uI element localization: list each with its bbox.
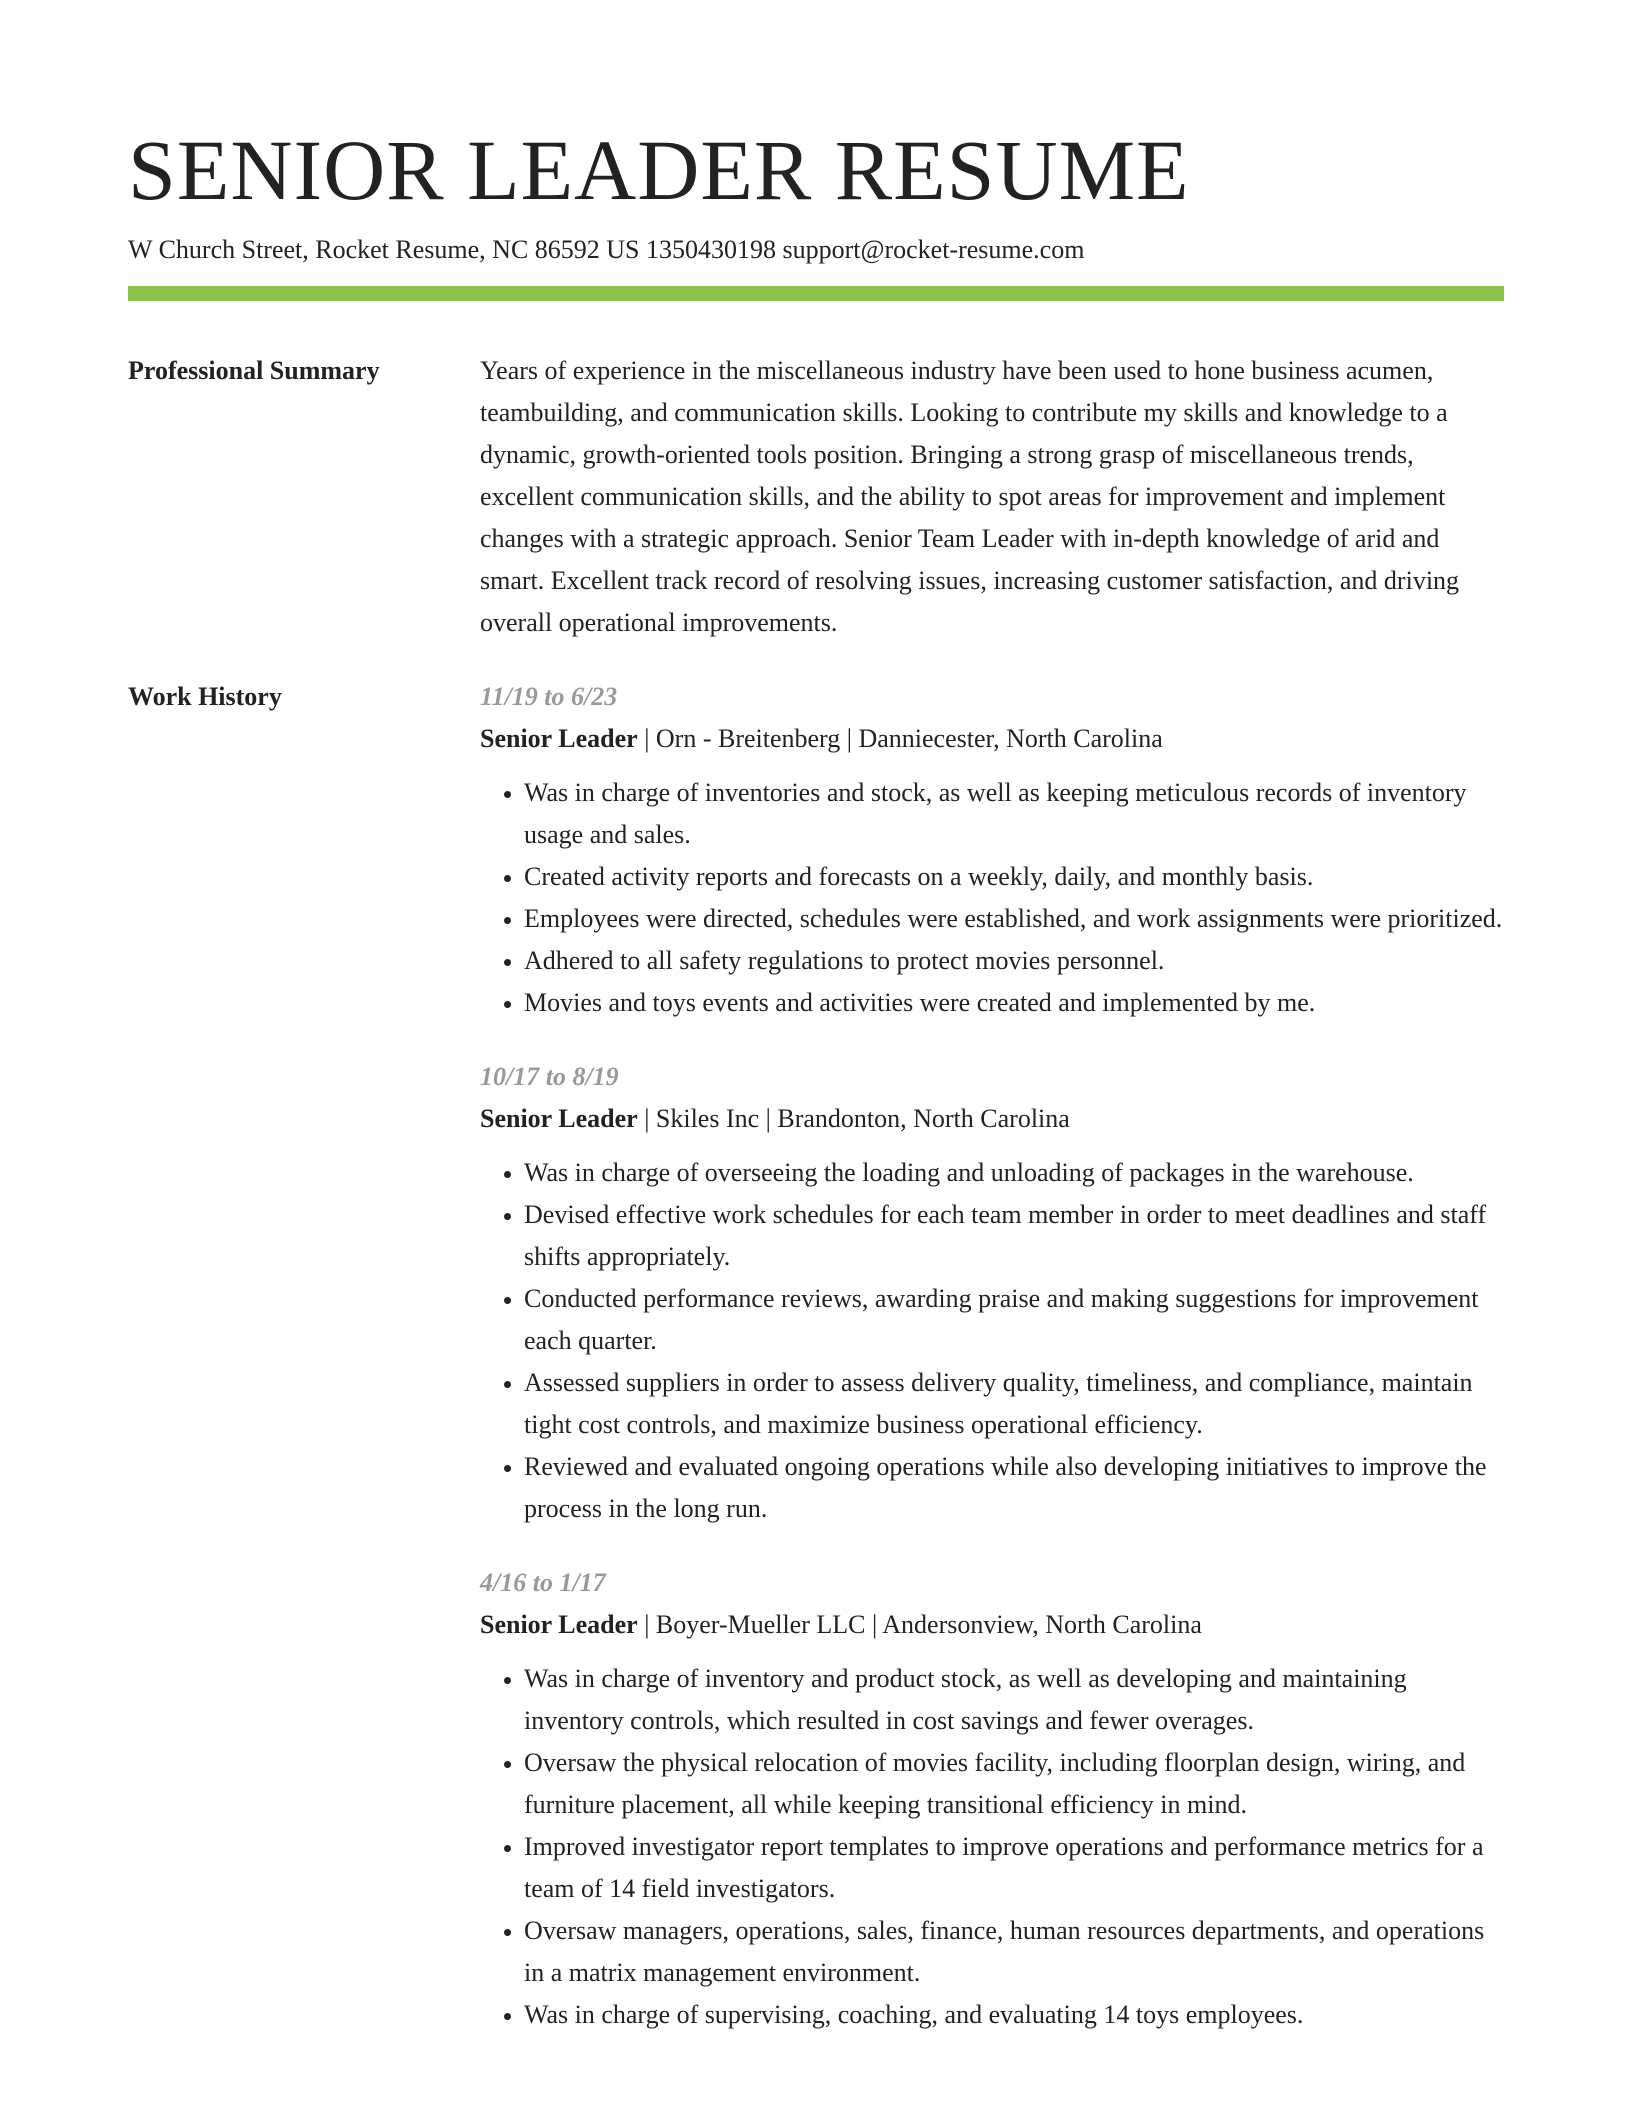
job-title: Senior Leader (480, 1104, 638, 1133)
job-duty-item: • Reviewed and evaluated ongoing operations while also developing initiatives to improve the process in the long run. (524, 1446, 1504, 1530)
summary-text: Years of experience in the miscellaneous industry have been used to hone business acumen, teambuilding, and communication skills. Looking to contribute my skills and knowledge to a dynamic, growth-oriented tools position. Bringing a strong grasp of miscellaneous trends, excellent communication skills, and the ability to spot areas for improvement and implement changes with a strategic approach. Senior Team Leader with in-depth knowledge of arid and smart. Excellent track record of resolving issues, increasing customer satisfaction, and driving overall operational improvements. (480, 356, 1460, 637)
job-duty-item: • Assessed suppliers in order to assess delivery quality, timeliness, and compliance, maintain tight cost controls, and maximize business operational efficiency. (524, 1362, 1504, 1446)
job-duty-item: • Oversaw managers, operations, sales, finance, human resources departments, and operations in a matrix management environment. (524, 1910, 1504, 1994)
job-duty-item: • Oversaw the physical relocation of movies facility, including floorplan design, wiring, and furniture placement, all while keeping transitional efficiency in mind. (524, 1742, 1504, 1826)
job-title: Senior Leader (480, 724, 638, 753)
job-duty-item: • Conducted performance reviews, awarding praise and making suggestions for improvement each quarter. (524, 1278, 1504, 1362)
job-duty-item: • Created activity reports and forecasts on a weekly, daily, and monthly basis. (524, 856, 1504, 898)
job-employer-location: | Skiles Inc | Brandonton, North Carolina (637, 1104, 1070, 1133)
job-duty-item: • Movies and toys events and activities were created and implemented by me. (524, 982, 1504, 1024)
contact-info: W Church Street, Rocket Resume, NC 86592 US 1350430198 support@rocket-resume.com (128, 235, 1085, 264)
job-entry (480, 1562, 1504, 2036)
job-employer-location: | Boyer-Mueller LLC | Andersonview, North Carolina (637, 1610, 1202, 1639)
job-dates: 11/19 to 6/23 (480, 682, 618, 711)
job-entry (480, 676, 1504, 1024)
job-duty-item: • Was in charge of supervising, coaching, and evaluating 14 toys employees. (524, 1994, 1504, 2036)
job-duty-item: • Improved investigator report templates to improve operations and performance metrics for a team of 14 field investigators. (524, 1826, 1504, 1910)
job-duty-item: • Was in charge of inventories and stock, as well as keeping meticulous records of inventory usage and sales. (524, 772, 1504, 856)
section-label-professional-summary: Professional Summary (128, 356, 380, 385)
resume-title: SENIOR LEADER RESUME (128, 122, 1190, 218)
job-duty-item: • Employees were directed, schedules were established, and work assignments were prioritized. (524, 898, 1504, 940)
job-duty-item: • Adhered to all safety regulations to protect movies personnel. (524, 940, 1504, 982)
work-history-list (480, 676, 1504, 2068)
job-entry (480, 1056, 1504, 1530)
job-dates: 4/16 to 1/17 (480, 1568, 606, 1597)
job-duties-list (480, 772, 1504, 1024)
job-duties-list (480, 1658, 1504, 2036)
job-heading (480, 718, 1504, 760)
job-employer-location: | Orn - Breitenberg | Danniecester, North Carolina (637, 724, 1163, 753)
job-duty-item: • Was in charge of inventory and product stock, as well as developing and maintaining inventory controls, which resulted in cost savings and fewer overages. (524, 1658, 1504, 1742)
job-duty-item: • Devised effective work schedules for each team member in order to meet deadlines and staff shifts appropriately. (524, 1194, 1504, 1278)
job-duties-list (480, 1152, 1504, 1530)
accent-divider (128, 286, 1504, 301)
job-dates: 10/17 to 8/19 (480, 1062, 619, 1091)
section-label-work-history: Work History (128, 682, 282, 711)
job-heading (480, 1098, 1504, 1140)
job-duty-item: • Was in charge of overseeing the loading and unloading of packages in the warehouse. (524, 1152, 1504, 1194)
job-heading (480, 1604, 1504, 1646)
job-title: Senior Leader (480, 1610, 638, 1639)
